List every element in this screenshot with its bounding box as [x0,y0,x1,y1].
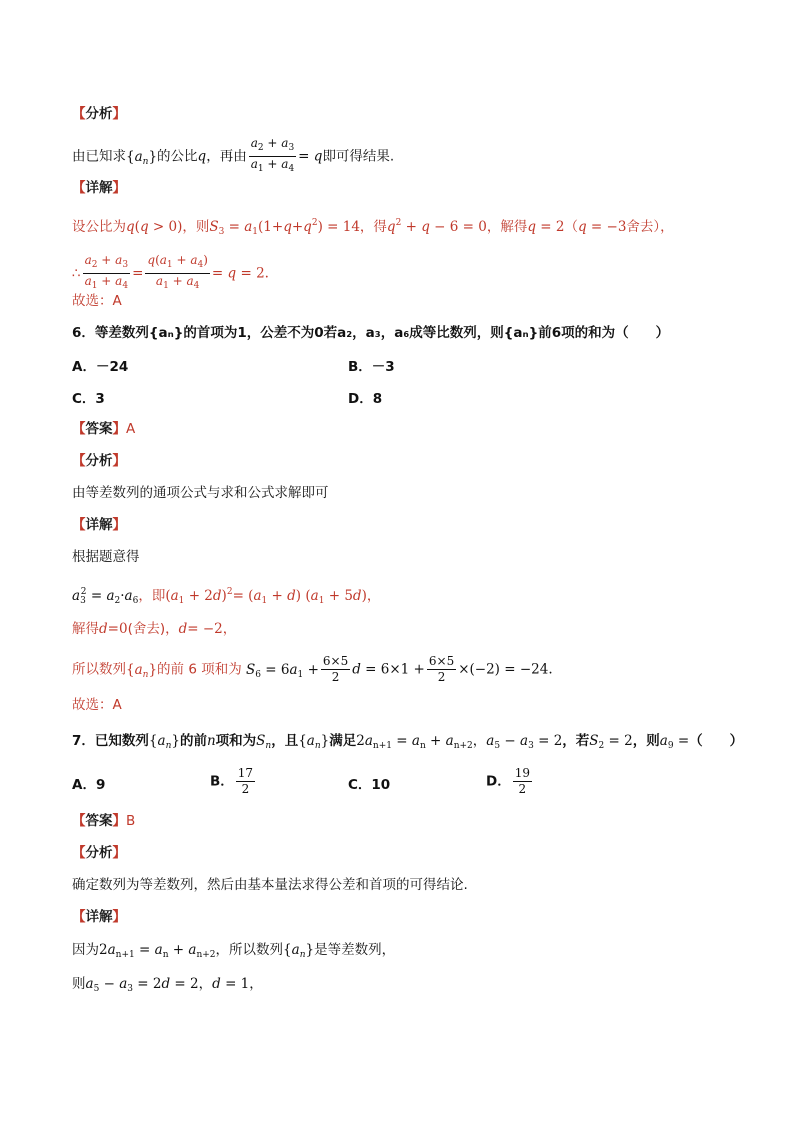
q7-analysis-text: 确定数列为等差数列，然后由基本量法求得公差和首项的可得结论. [72,877,468,893]
q6-answer: 【答案】A [72,421,136,437]
q6-detail-heading: 【详解】 [72,517,126,533]
question-6-stem: 6．等差数列{aₙ}的首项为1，公差不为0若a₂，a₃，a₆成等比数列，则{aₙ}前6项的和为（ ） [72,325,670,341]
question-7-stem: 7．已知数列$\{a_n\}$的前n项和为$S_n$，且$\{a_n\}$满足$2a_{n+1} = a_n + a_{n+2}$，$a_5 - a_3 = 2$，若$S_2 = 2$，则$a_9$ =（ ） [72,733,744,751]
q6-option-c: C．3 [72,391,105,407]
q6-detail-line-2: $a_3^2 = a_2\cdot a_6$，即$(a_1 + 2d)^2= (a_1 + d) (a_1 + 5d)$， [72,587,381,606]
q7-analysis-heading: 【分析】 [72,845,126,861]
q7-detail-line-2: 则$a_5 - a_3 = 2d = 2$，d = 1， [72,976,263,994]
q6-analysis-text: 由等差数列的通项公式与求和公式求解即可 [72,485,329,501]
analysis-line: 由已知求$\{a_n\}$的公比q，再由 $\frac{a_2 + a_3}{a_1 + a_4}$ = q即可得结果. [72,136,395,174]
detail-line-1: 设公比为q(q > 0)，则$S_3 = a_1(1+q+q^2) = 14$，得$q^2 + q - 6 = 0$，解得q = 2（q = −3舍去）， [72,218,674,237]
q7-option-c: C．10 [348,777,391,793]
q6-option-d: D．8 [348,391,383,407]
q6-option-a: A．－24 [72,359,129,375]
detail-heading: 【详解】 [72,180,126,196]
q6-choice-line: 故选：A [72,697,122,713]
q7-answer: 【答案】B [72,813,136,829]
q7-option-d: D． $\frac{19}{2}$ [486,766,530,796]
q7-detail-line-1: 因为$2a_{n+1} = a_n + a_{n+2}$，所以数列$\{a_n\}$是等差数列， [72,942,396,960]
q7-option-b: B． $\frac{17}{2}$ [210,766,254,796]
q6-option-b: B．－3 [348,359,395,375]
q6-detail-line-1: 根据题意得 [72,549,140,565]
choice-line: 故选：A [72,293,122,309]
q7-option-a: A．9 [72,777,106,793]
q6-analysis-heading: 【分析】 [72,453,126,469]
detail-line-2: ∴ $\frac{a_2 + a_3}{a_1 + a_4}$ = $\frac{q(a_1 + a_4)}{a_1 + a_4}$ = q = 2. [72,253,269,291]
q6-detail-line-4: 所以数列$\{a_n\}$的前 6 项和为 $S_6 = 6a_1$ + $\frac{6\times 5}{2}$ d = 6×1 + $\frac{6\times 5}{2}$ ×(−2) = −24. [72,654,553,684]
q6-detail-line-3: 解得d=0(舍去)，d= −2， [72,621,237,637]
analysis-heading: 【分析】 [72,106,126,122]
q7-detail-heading: 【详解】 [72,909,126,925]
